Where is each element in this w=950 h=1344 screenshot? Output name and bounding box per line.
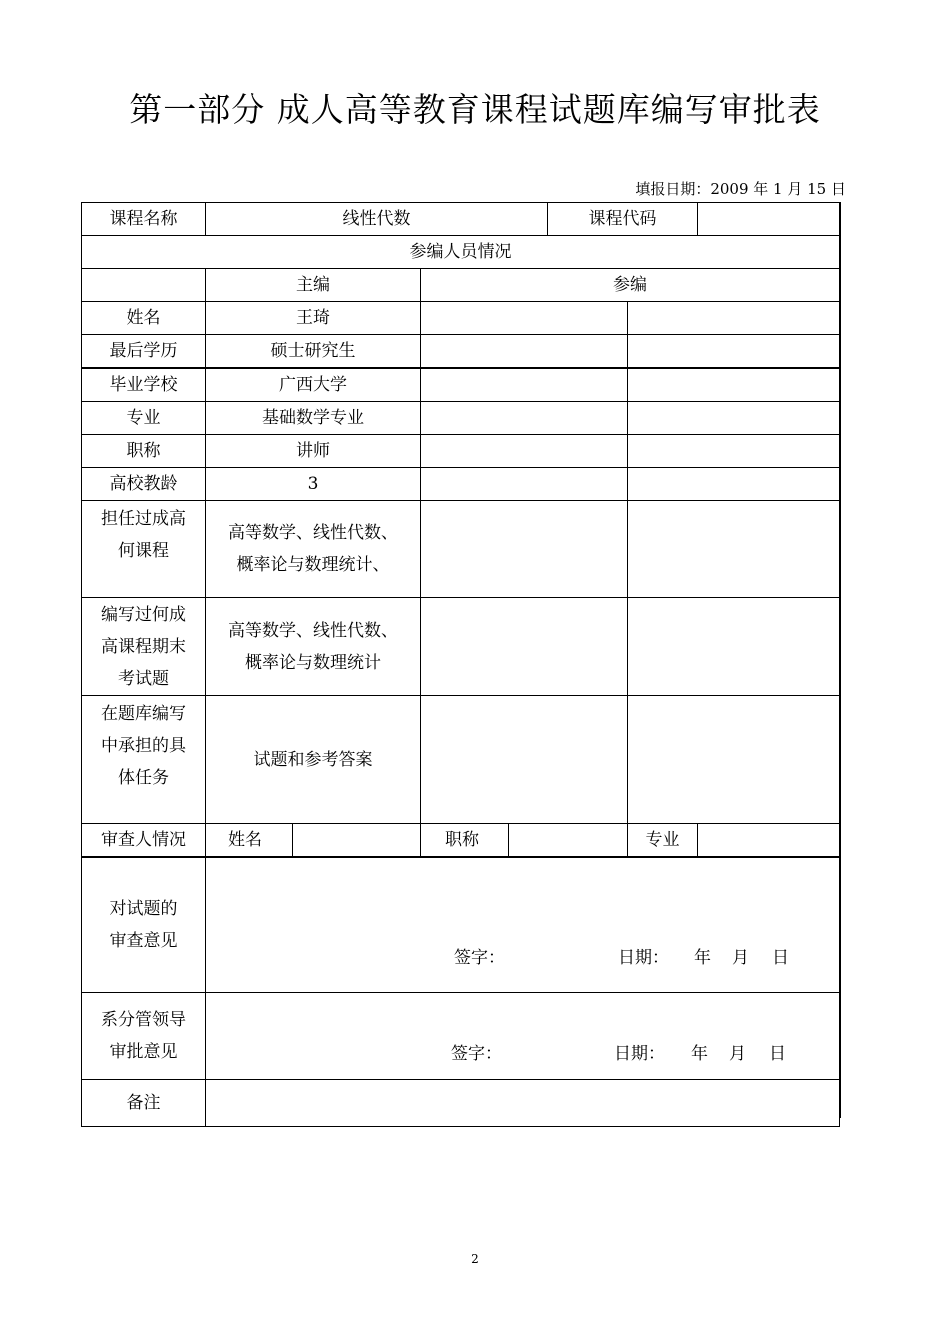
chief-name[interactable]: 王琦: [206, 302, 421, 335]
fill-date: 填报日期：2009 年 1 月 15 日: [635, 180, 846, 198]
page-title: 第一部分 成人高等教育课程试题库编写审批表: [129, 90, 821, 129]
row-label-title: 职称: [82, 435, 206, 468]
exams-written-label-line2: 高课程期末: [101, 636, 186, 657]
co-editor-1-task[interactable]: [421, 696, 628, 824]
approval-opinion-label-line2: 审批意见: [109, 1042, 178, 1062]
review-date-label: 日期：: [618, 948, 669, 968]
courses-taught-label: [82, 501, 206, 598]
co-editor-1-teaching-years[interactable]: [421, 468, 628, 501]
co-editor-1-title[interactable]: [421, 435, 628, 468]
approval-opinion-field[interactable]: [206, 993, 840, 1080]
course-code-value[interactable]: [698, 203, 840, 236]
course-name-label: 课程名称: [82, 203, 206, 236]
review-opinion-label-line1: 对试题的: [109, 899, 178, 919]
chief-exams-written-line1: 高等数学、线性代数、: [228, 620, 398, 641]
approval-month-label: 月: [729, 1044, 746, 1064]
review-opinion-label: [82, 857, 206, 993]
reviewer-title-label: 职称: [421, 824, 509, 858]
chief-education[interactable]: 硕士研究生: [206, 335, 421, 369]
task-label-line1: 在题库编写: [101, 704, 186, 724]
remarks-label: 备注: [82, 1080, 206, 1127]
co-editor-1-school[interactable]: [421, 368, 628, 402]
review-sign-label: 签字：: [454, 948, 505, 968]
exams-written-label-line3: 考试题: [118, 668, 169, 689]
review-month-label: 月: [732, 948, 749, 968]
task-label-line2: 中承担的具: [101, 736, 186, 756]
row-label-name: 姓名: [82, 302, 206, 335]
row-label-major: 专业: [82, 402, 206, 435]
approval-opinion-label: [82, 993, 206, 1080]
co-editor-1-name[interactable]: [421, 302, 628, 335]
chief-exams-written[interactable]: [206, 598, 421, 696]
task-label-line3: 体任务: [118, 768, 169, 788]
role-co-label: 参编: [421, 269, 840, 302]
chief-title[interactable]: 讲师: [206, 435, 421, 468]
chief-task[interactable]: 试题和参考答案: [206, 696, 421, 824]
co-editor-2-education[interactable]: [628, 335, 840, 369]
table-right-border: [839, 202, 841, 1118]
exams-written-label-line1: 编写过何成: [101, 604, 186, 625]
role-chief-label: 主编: [206, 269, 421, 302]
reviewer-major-label: 专业: [628, 824, 698, 858]
co-editor-2-name[interactable]: [628, 302, 840, 335]
co-editor-2-exams-written[interactable]: [628, 598, 840, 696]
co-editor-2-school[interactable]: [628, 368, 840, 402]
review-opinion-field[interactable]: [206, 857, 840, 993]
co-editor-1-major[interactable]: [421, 402, 628, 435]
co-editor-1-exams-written[interactable]: [421, 598, 628, 696]
chief-courses-taught-line1: 高等数学、线性代数、: [228, 523, 398, 543]
participants-header: 参编人员情况: [82, 236, 840, 269]
reviewer-label: 审查人情况: [82, 824, 206, 858]
chief-teaching-years[interactable]: 3: [206, 468, 421, 501]
approval-form-table: [81, 202, 840, 1127]
chief-major[interactable]: 基础数学专业: [206, 402, 421, 435]
approval-opinion-label-line1: 系分管领导: [101, 1010, 186, 1030]
approval-year-label: 年: [691, 1044, 708, 1064]
remarks-field[interactable]: [206, 1080, 840, 1127]
approval-day-label: 日: [769, 1044, 786, 1064]
exams-written-label: [82, 598, 206, 696]
co-editor-2-courses-taught[interactable]: [628, 501, 840, 598]
chief-courses-taught-line2: 概率论与数理统计、: [236, 555, 390, 575]
review-day-label: 日: [772, 948, 789, 968]
review-opinion-label-line2: 审查意见: [109, 931, 178, 951]
co-editor-2-title[interactable]: [628, 435, 840, 468]
courses-taught-label-line2: 何课程: [118, 541, 169, 561]
approval-sign-label: 签字：: [451, 1044, 502, 1064]
reviewer-major-value[interactable]: [698, 824, 840, 858]
reviewer-title-value[interactable]: [509, 824, 628, 858]
task-label: [82, 696, 206, 824]
course-code-label: 课程代码: [548, 203, 698, 236]
co-editor-2-task[interactable]: [628, 696, 840, 824]
co-editor-2-major[interactable]: [628, 402, 840, 435]
co-editor-1-courses-taught[interactable]: [421, 501, 628, 598]
reviewer-name-value[interactable]: [293, 824, 421, 858]
chief-school[interactable]: 广西大学: [206, 368, 421, 402]
roles-blank-cell: [82, 269, 206, 302]
co-editor-2-teaching-years[interactable]: [628, 468, 840, 501]
row-label-school: 毕业学校: [82, 368, 206, 402]
reviewer-name-label: 姓名: [206, 824, 293, 858]
courses-taught-label-line1: 担任过成高: [101, 509, 186, 529]
chief-exams-written-line2: 概率论与数理统计: [245, 652, 381, 673]
chief-courses-taught[interactable]: [206, 501, 421, 598]
row-label-teaching-years: 高校教龄: [82, 468, 206, 501]
course-name-value[interactable]: 线性代数: [206, 203, 548, 236]
approval-date-label: 日期：: [614, 1044, 665, 1064]
co-editor-1-education[interactable]: [421, 335, 628, 369]
row-label-education: 最后学历: [82, 335, 206, 369]
review-year-label: 年: [694, 948, 711, 968]
page-number: 2: [471, 1252, 479, 1266]
